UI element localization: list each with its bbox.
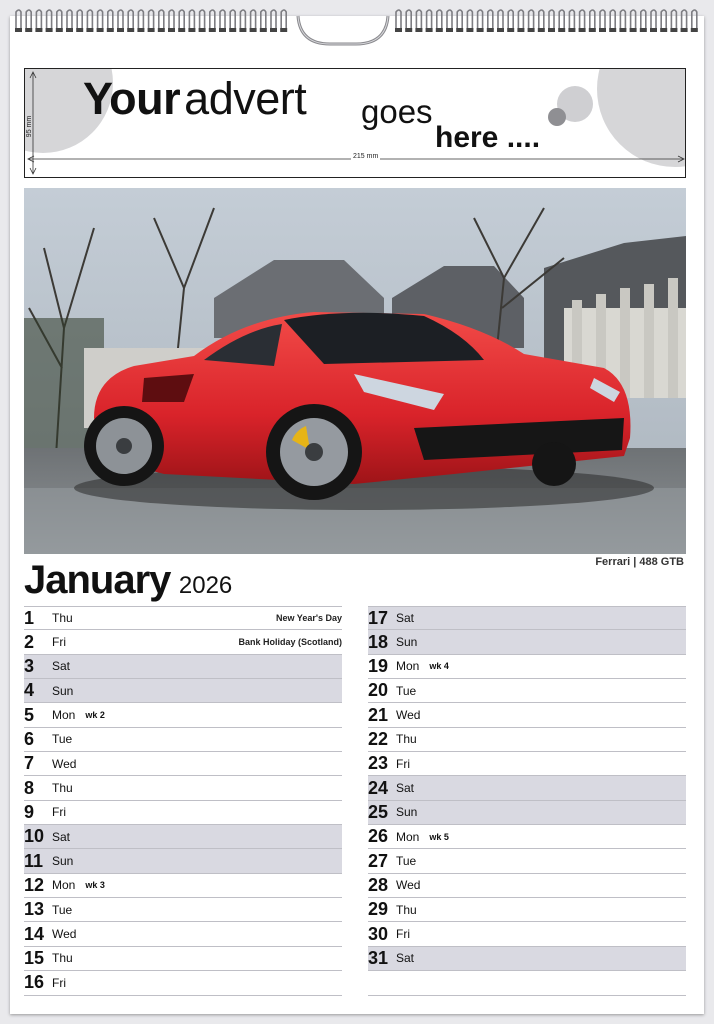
binding-coil	[57, 10, 62, 30]
binding-hole	[35, 28, 42, 32]
binding-coil	[251, 10, 256, 30]
advert-box	[24, 68, 686, 178]
day-row	[24, 630, 342, 654]
day-name: Sun	[396, 635, 418, 650]
binding-coil	[67, 10, 72, 30]
month-year: 2026	[178, 572, 233, 599]
day-number: 11	[24, 850, 44, 871]
advert-width-label: 215 mm	[353, 153, 379, 160]
day-row	[24, 703, 342, 727]
day-number: 3	[24, 655, 35, 676]
binding-hole	[548, 28, 555, 32]
binding-coil	[406, 10, 411, 30]
binding-hole	[477, 28, 484, 32]
holiday-note: New Year's Day	[275, 613, 342, 624]
day-name: Fri	[396, 927, 410, 942]
day-name: Sat	[396, 951, 415, 966]
binding-coil	[149, 10, 154, 30]
binding-coil	[36, 10, 41, 30]
day-number: 24	[368, 777, 389, 798]
day-row	[368, 922, 686, 946]
binding-hole	[280, 28, 287, 32]
car-photo	[24, 188, 686, 554]
binding-hole	[46, 28, 53, 32]
binding-hole	[599, 28, 606, 32]
binding-coil	[559, 10, 564, 30]
day-name: Thu	[52, 611, 73, 626]
binding-hole	[579, 28, 586, 32]
binding-hole	[76, 28, 83, 32]
day-row	[24, 849, 342, 873]
binding-coil	[128, 10, 133, 30]
binding-hole	[456, 28, 463, 32]
day-row	[368, 971, 686, 995]
binding-coil	[437, 10, 442, 30]
binding-hole	[117, 28, 124, 32]
binding-hole	[86, 28, 93, 32]
day-row	[368, 874, 686, 898]
day-name: Fri	[396, 756, 410, 771]
binding-hole	[517, 28, 524, 32]
day-row	[368, 776, 686, 800]
day-name: Thu	[52, 951, 73, 966]
binding-hole	[168, 28, 175, 32]
binding-coil	[518, 10, 523, 30]
day-name: Fri	[52, 805, 66, 820]
binding-coil	[692, 10, 697, 30]
day-number: 9	[24, 801, 35, 822]
day-number: 28	[368, 874, 389, 895]
binding-hole	[15, 28, 22, 32]
day-name: Fri	[52, 975, 66, 990]
advert-height-label: 95 mm	[26, 115, 34, 138]
binding-coil	[77, 10, 82, 30]
binding-coil	[26, 10, 31, 30]
binding-coil	[508, 10, 513, 30]
day-number: 22	[368, 728, 389, 749]
day-row	[24, 971, 342, 995]
binding-hole	[250, 28, 257, 32]
binding-hole	[619, 28, 626, 32]
day-name: Tue	[396, 683, 417, 698]
day-number: 17	[368, 607, 389, 628]
day-name: Sun	[396, 805, 418, 820]
week-number: wk 4	[429, 661, 449, 672]
binding-coil	[651, 10, 656, 30]
binding-hole	[415, 28, 422, 32]
binding-hole	[25, 28, 32, 32]
binding-hole	[691, 28, 698, 32]
day-number: 1	[24, 607, 35, 628]
binding-hole	[270, 28, 277, 32]
week-number: wk 3	[85, 880, 105, 891]
day-number: 6	[24, 728, 35, 749]
binding-coil	[600, 10, 605, 30]
day-row	[24, 922, 342, 946]
day-name: Sun	[52, 854, 74, 869]
binding-coil	[240, 10, 245, 30]
binding-coil	[118, 10, 123, 30]
day-number: 16	[24, 972, 45, 993]
binding-coil	[457, 10, 462, 30]
binding-coil	[159, 10, 164, 30]
binding-hole	[97, 28, 104, 32]
day-number: 19	[368, 655, 389, 676]
binding-hole	[426, 28, 433, 32]
binding-coil	[488, 10, 493, 30]
day-row	[368, 825, 686, 849]
binding-hole	[589, 28, 596, 32]
binding-hole	[127, 28, 134, 32]
binding-hole	[528, 28, 535, 32]
binding-coil	[467, 10, 472, 30]
advert-word-goes: goes	[361, 93, 433, 130]
day-row	[24, 825, 342, 849]
days-column-right	[368, 606, 686, 996]
binding-hole	[107, 28, 114, 32]
binding-coil	[427, 10, 432, 30]
binding-coil	[682, 10, 687, 30]
day-row	[24, 728, 342, 752]
binding-hole	[660, 28, 667, 32]
day-row	[24, 947, 342, 971]
day-name: Thu	[396, 732, 417, 747]
day-number: 27	[368, 850, 389, 871]
binding-coil	[47, 10, 52, 30]
binding-coil	[620, 10, 625, 30]
binding-coil	[641, 10, 646, 30]
day-number: 2	[24, 631, 35, 652]
day-row	[24, 606, 342, 630]
photo-caption: Ferrari | 488 GTB	[595, 556, 684, 568]
binding-coil	[200, 10, 205, 30]
day-name: Mon	[52, 708, 76, 723]
binding-coil	[529, 10, 534, 30]
day-row	[24, 679, 342, 703]
binding-hole	[158, 28, 165, 32]
day-name: Sun	[52, 683, 74, 698]
binding-hole	[538, 28, 545, 32]
day-row	[368, 752, 686, 776]
day-number: 13	[24, 899, 45, 920]
binding-coil	[271, 10, 276, 30]
binding-hole	[56, 28, 63, 32]
day-number: 20	[368, 680, 389, 701]
day-name: Mon	[396, 659, 420, 674]
day-number: 18	[368, 631, 389, 652]
day-row	[368, 630, 686, 654]
binding-coil	[179, 10, 184, 30]
binding-hole	[466, 28, 473, 32]
binding-coil	[610, 10, 615, 30]
day-name: Thu	[52, 781, 73, 796]
binding-hole	[640, 28, 647, 32]
advert-word-your: Your	[83, 73, 181, 124]
day-number: 8	[24, 777, 35, 798]
binding-hole	[239, 28, 246, 32]
binding-coil	[549, 10, 554, 30]
binding-hole	[66, 28, 73, 32]
binding-hole	[209, 28, 216, 32]
days-column-left	[24, 606, 342, 996]
advert-word-here: here ....	[435, 121, 541, 154]
advert-headline	[83, 73, 306, 125]
binding-coil	[98, 10, 103, 30]
week-number: wk 2	[85, 710, 105, 721]
binding-hole	[507, 28, 514, 32]
day-row	[368, 898, 686, 922]
binding-coil	[498, 10, 503, 30]
day-number: 7	[24, 753, 35, 774]
day-name: Wed	[396, 878, 421, 893]
day-name: Wed	[52, 756, 77, 771]
binding-hole	[497, 28, 504, 32]
day-number: 10	[24, 826, 45, 847]
day-row	[368, 947, 686, 971]
month-title	[24, 558, 232, 603]
binding-coil	[396, 10, 401, 30]
binding-hole	[148, 28, 155, 32]
binding-hole	[260, 28, 267, 32]
day-row	[368, 679, 686, 703]
binding-coil	[281, 10, 286, 30]
binding-hole	[609, 28, 616, 32]
day-number: 4	[24, 680, 35, 701]
binding-hole	[405, 28, 412, 32]
day-row	[368, 703, 686, 727]
day-row	[24, 752, 342, 776]
binding-hole	[558, 28, 565, 32]
binding-hole	[487, 28, 494, 32]
binding-hole	[568, 28, 575, 32]
binding-coil	[478, 10, 483, 30]
day-number: 31	[368, 947, 389, 968]
day-number: 30	[368, 923, 389, 944]
day-name: Fri	[52, 635, 66, 650]
binding-coil	[661, 10, 666, 30]
day-row	[368, 728, 686, 752]
binding-hole	[681, 28, 688, 32]
day-row	[24, 898, 342, 922]
week-number: wk 5	[429, 831, 449, 842]
day-number: 26	[368, 826, 389, 847]
binding-coil	[16, 10, 21, 30]
day-row	[368, 655, 686, 679]
day-number: 23	[368, 753, 389, 774]
day-name: Thu	[396, 902, 417, 917]
binding-coil	[580, 10, 585, 30]
day-number: 21	[368, 704, 389, 725]
day-name: Tue	[52, 732, 73, 747]
binding-hole	[630, 28, 637, 32]
binding-coil	[569, 10, 574, 30]
holiday-note: Bank Holiday (Scotland)	[238, 637, 342, 648]
binding-coil	[138, 10, 143, 30]
binding-coil	[416, 10, 421, 30]
day-number: 14	[24, 923, 45, 944]
binding-coil	[447, 10, 452, 30]
binding-coil	[539, 10, 544, 30]
month-name: January	[24, 558, 171, 602]
day-row	[368, 606, 686, 630]
day-row	[24, 655, 342, 679]
day-name: Mon	[396, 829, 420, 844]
day-row	[368, 849, 686, 873]
day-name: Wed	[52, 927, 77, 942]
day-name: Sat	[52, 659, 71, 674]
day-row	[24, 874, 342, 898]
day-name: Tue	[396, 854, 417, 869]
binding-coil	[230, 10, 235, 30]
binding-coil	[590, 10, 595, 30]
binding-coil	[631, 10, 636, 30]
day-name: Sat	[396, 781, 415, 796]
day-name: Tue	[52, 902, 73, 917]
binding-coil	[87, 10, 92, 30]
binding-coil	[210, 10, 215, 30]
day-number: 29	[368, 899, 389, 920]
binding-hole	[436, 28, 443, 32]
day-number: 5	[24, 704, 35, 725]
binding-hole	[229, 28, 236, 32]
binding-coil	[261, 10, 266, 30]
binding-hole	[137, 28, 144, 32]
binding-hole	[395, 28, 402, 32]
day-name: Sat	[396, 611, 415, 626]
binding-hole	[670, 28, 677, 32]
day-number: 25	[368, 801, 389, 822]
day-name: Sat	[52, 829, 71, 844]
binding-hole	[446, 28, 453, 32]
day-row	[24, 776, 342, 800]
binding-coil	[169, 10, 174, 30]
binding-hole	[178, 28, 185, 32]
binding-hole	[650, 28, 657, 32]
binding-hole	[199, 28, 206, 32]
day-row	[368, 801, 686, 825]
day-name: Mon	[52, 878, 76, 893]
wire-binding	[0, 0, 714, 48]
binding-coil	[108, 10, 113, 30]
day-number: 15	[24, 947, 45, 968]
binding-hole	[188, 28, 195, 32]
advert-word-advert: advert	[184, 73, 307, 124]
binding-coil	[189, 10, 194, 30]
binding-coil	[671, 10, 676, 30]
binding-hole	[219, 28, 226, 32]
binding-coil	[220, 10, 225, 30]
day-name: Wed	[396, 708, 421, 723]
day-number: 12	[24, 874, 45, 895]
day-row	[24, 801, 342, 825]
